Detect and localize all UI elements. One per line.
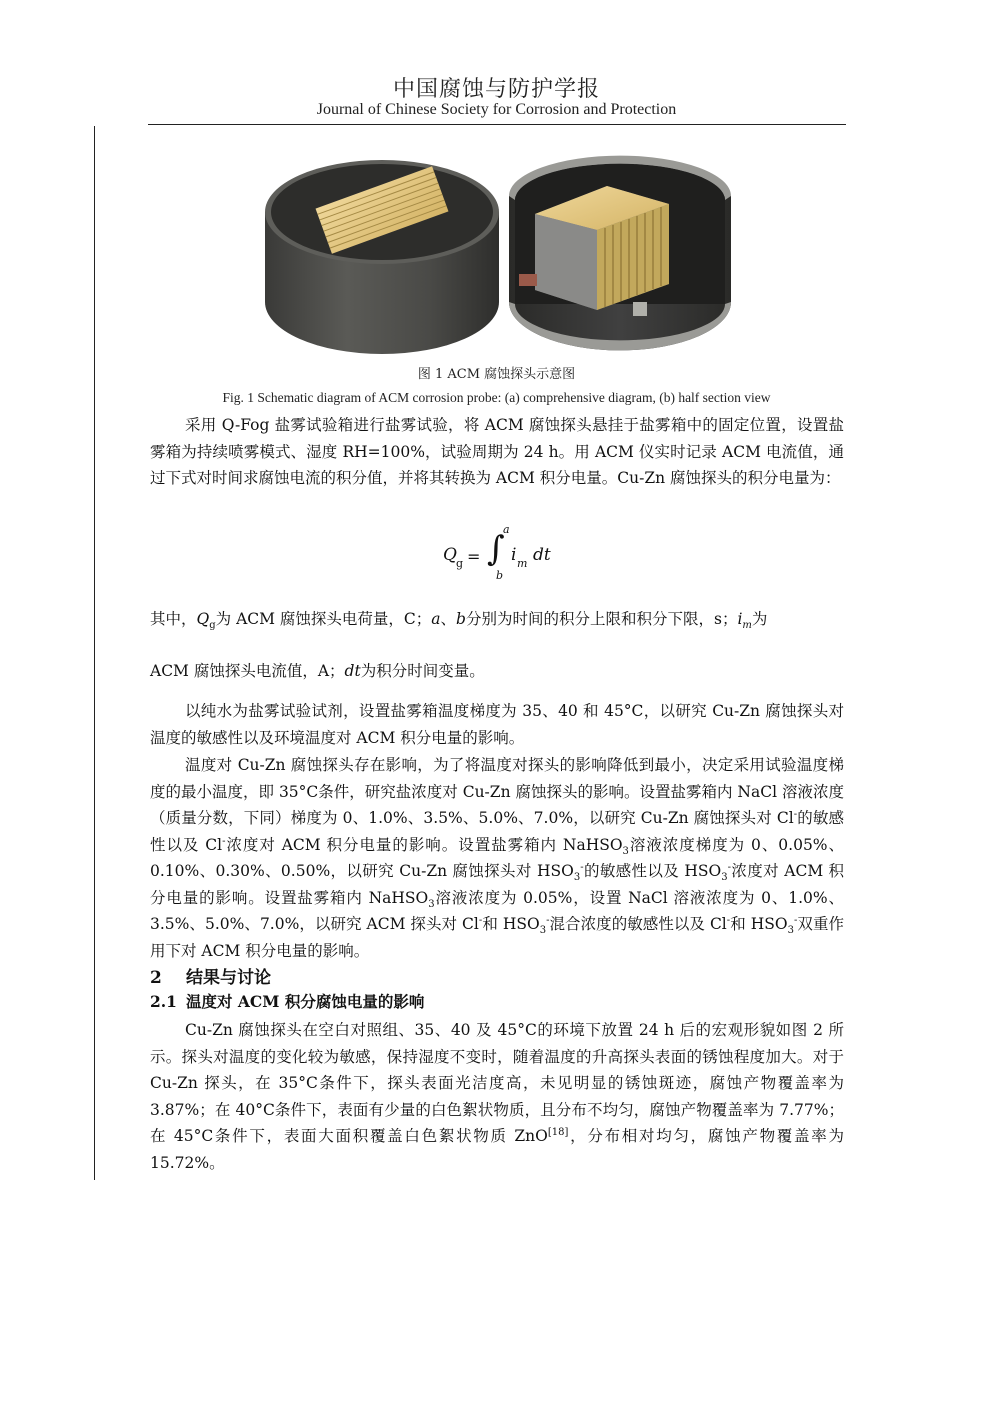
eq-lhs: Q bbox=[443, 545, 457, 565]
eq-equals: = bbox=[467, 547, 481, 566]
subsection-heading-temperature bbox=[150, 990, 424, 1012]
left-margin-rule bbox=[94, 126, 95, 1180]
figure-caption-en: Fig. 1 Schematic diagram of ACM corrosion probe: (a) comprehensive diagram, (b) half section view bbox=[222, 390, 771, 405]
probe-half-section-view bbox=[509, 156, 731, 351]
section-number: 2 bbox=[150, 968, 162, 988]
subsection-number: 2.1 bbox=[150, 992, 177, 1011]
paragraph-salt-concentration: 温度对 Cu-Zn 腐蚀探头存在影响，为了将温度对探头的影响降低到最小，决定采用试验温度梯度的最小温度，即 35°C条件，研究盐浓度对 Cu-Zn 腐蚀探头的影响。设置盐雾箱内 NaCl 溶液浓度（质量分数，下同）梯度为 0、1.0%、3.5%、5.0%、7.0%，以研究 Cu-Zn 腐蚀探头对 Cl-的敏感性以及 Cl-浓度对 ACM 积分电量的影响。设置盐雾箱内 NaHSO$_3$溶液浓度梯度为 0、0.05%、0.10%、0.30%、0.50%，以研究 Cu-Zn 腐蚀探头对 $HSO_3^-$的敏感性以及 $HSO_3^-$浓度对 ACM 积分电量的影响。设置盐雾箱内 NaHSO$_3$溶液浓度为 0.05%，设置 NaCl 溶液浓度为 0、1.0%、3.5%、5.0%、7.0%，以研究 ACM 探头对 Cl-和 $HSO_3^-$混合浓度的敏感性以及 Cl-和 $HSO_3^-$双重作用下对 ACM 积分电量的影响。 bbox=[150, 756, 845, 960]
paragraph-temperature-gradient: 以纯水为盐雾试验试剂，设置盐雾箱温度梯度为 35、40 和 45°C，以研究 Cu-Zn 腐蚀探头对温度的敏感性以及环境温度对 ACM 积分电量的影响。 bbox=[150, 702, 844, 747]
paragraph-variable-definitions-cont: ACM 腐蚀探头电流值，A；dt为积分时间变量。 bbox=[150, 662, 485, 680]
probe-comprehensive-view bbox=[265, 160, 499, 354]
paragraph-salt-spray-method: 采用 Q-Fog 盐雾试验箱进行盐雾试验，将 ACM 腐蚀探头悬挂于盐雾箱中的固定位置，设置盐雾箱为持续喷雾模式、湿度 RH=100%，试验周期为 24 h。用 ACM 仪实时记录 ACM 电流值，通过下式对时间求腐蚀电流的积分值，并将其转换为 ACM 积分电量。Cu-Zn 腐蚀探头的积分电量为： bbox=[150, 416, 844, 487]
header-rule bbox=[148, 124, 846, 125]
eq-integrand-sub: m bbox=[517, 557, 528, 570]
subsection-title: 温度对 ACM 积分腐蚀电量的影响 bbox=[186, 992, 425, 1011]
section-title: 结果与讨论 bbox=[186, 968, 271, 988]
eq-lower-limit: b bbox=[496, 569, 504, 582]
journal-title-en: Journal of Chinese Society for Corrosion and Protection bbox=[316, 101, 677, 118]
eq-lhs-sub: g bbox=[456, 557, 464, 570]
figure-acm-probe bbox=[257, 134, 737, 356]
paragraph-variable-definitions: 其中，$Q_g$为 ACM 腐蚀探头电荷量，C；a、b分别为时间的积分上限和积分下限，s；$i_m$为 bbox=[150, 610, 768, 632]
paragraph-macro-morphology: Cu-Zn 腐蚀探头在空白对照组、35、40 及 45°C的环境下放置 24 h 后的宏观形貌如图 2 所示。探头对温度的变化较为敏感，保持湿度不变时，随着温度的升高探头表面的锈蚀程度加大。对于 Cu-Zn 探头，在 35°C条件下，探头表面光洁度高，未见明显的锈蚀斑迹，腐蚀产物覆盖率为 3.87%；在 40°C条件下，表面有少量的白色絮状物质，且分布不均匀，腐蚀产物覆盖率为 7.77%；在 45°C条件下，表面大面积覆盖白色絮状物质 ZnO[18]，分布相对均匀，腐蚀产物覆盖率为 15.72%。 bbox=[150, 1021, 844, 1172]
equation-integral-charge bbox=[443, 523, 593, 585]
section-heading-results bbox=[150, 963, 271, 988]
eq-integrand: i bbox=[511, 545, 517, 565]
eq-integral-sign: ∫ bbox=[487, 529, 505, 569]
figure-caption-cn: 图 1 ACM 腐蚀探头示意图 bbox=[417, 367, 576, 382]
eq-upper-limit: a bbox=[503, 523, 510, 536]
citation-ref[interactable]: [18] bbox=[547, 1126, 569, 1138]
journal-title-cn: 中国腐蚀与防护学报 bbox=[392, 77, 600, 102]
eq-differential: dt bbox=[533, 545, 551, 565]
